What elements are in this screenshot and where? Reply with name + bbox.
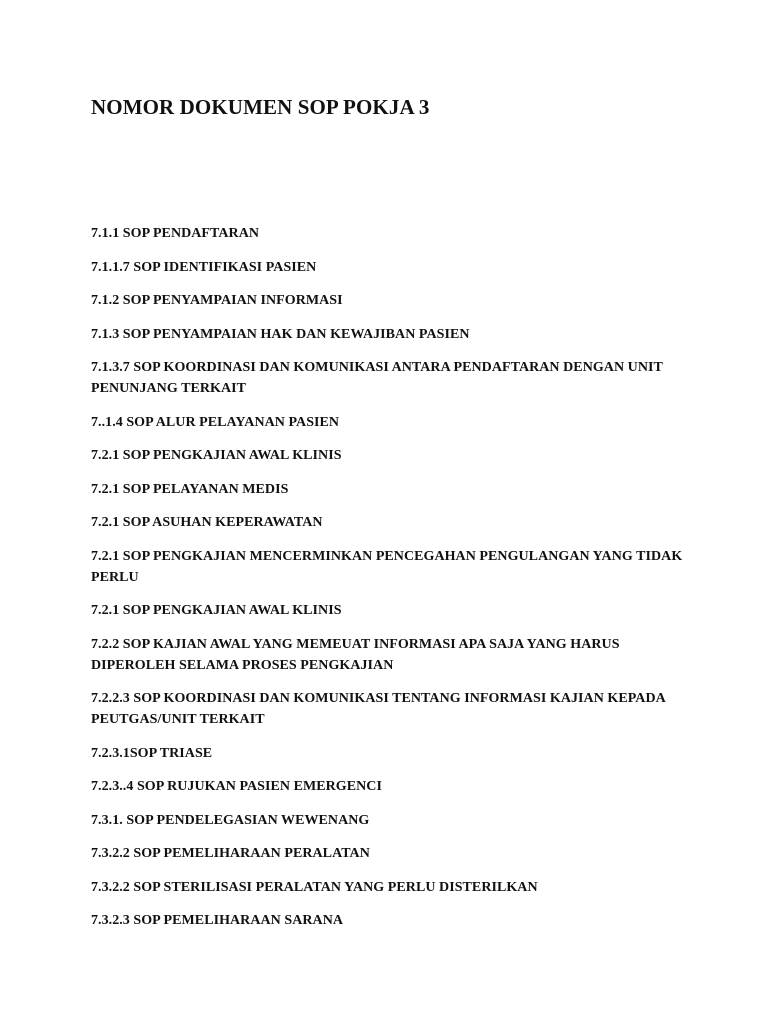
- sop-item: 7.1.2 SOP PENYAMPAIAN INFORMASI: [91, 293, 343, 308]
- sop-item: 7..1.4 SOP ALUR PELAYANAN PASIEN: [91, 414, 340, 430]
- document-title: NOMOR DOKUMEN SOP POKJA 3: [91, 95, 430, 119]
- sop-item: 7.2.1 SOP PENGKAJIAN MENCERMINKAN PENCEGAHAN PENGULANGAN YANG TIDAK PERLU: [91, 548, 683, 585]
- sop-item: 7.2.1 SOP ASUHAN KEPERAWATAN: [91, 515, 323, 530]
- sop-item: 7.2.1 SOP PELAYANAN MEDIS: [91, 481, 289, 497]
- sop-item: 7.2.2 SOP KAJIAN AWAL YANG MEMEUAT INFORMASI APA SAJA YANG HARUS DIPEROLEH SELAMA PROSES PENGKAJIAN: [91, 636, 620, 673]
- sop-item: 7.3.2.2 SOP STERILISASI PERALATAN YANG PERLU DISTERILKAN: [91, 879, 538, 895]
- sop-item: 7.1.1 SOP PENDAFTARAN: [91, 226, 260, 241]
- sop-item: 7.1.3.7 SOP KOORDINASI DAN KOMUNIKASI ANTARA PENDAFTARAN DENGAN UNIT PENUNJANG TERKAIT: [91, 360, 663, 396]
- sop-item: 7.2.3.1SOP TRIASE: [91, 745, 213, 761]
- sop-item: 7.1.1.7 SOP IDENTIFIKASI PASIEN: [91, 259, 317, 275]
- sop-item: 7.1.3 SOP PENYAMPAIAN HAK DAN KEWAJIBAN PASIEN: [91, 326, 470, 342]
- sop-list: [91, 223, 691, 944]
- sop-item: 7.3.2.3 SOP PEMELIHARAAN SARANA: [91, 913, 344, 928]
- sop-item: 7.2.1 SOP PENGKAJIAN AWAL KLINIS: [91, 448, 342, 463]
- sop-item: 7.3.1. SOP PENDELEGASIAN WEWENANG: [91, 812, 370, 828]
- sop-item: 7.2.2.3 SOP KOORDINASI DAN KOMUNIKASI TENTANG INFORMASI KAJIAN KEPADA PEUTGAS/UNIT TERKAIT: [91, 691, 666, 727]
- sop-item: 7.2.3..4 SOP RUJUKAN PASIEN EMERGENCI: [91, 779, 382, 794]
- sop-item: 7.2.1 SOP PENGKAJIAN AWAL KLINIS: [91, 603, 342, 618]
- sop-item: 7.3.2.2 SOP PEMELIHARAAN PERALATAN: [91, 846, 370, 861]
